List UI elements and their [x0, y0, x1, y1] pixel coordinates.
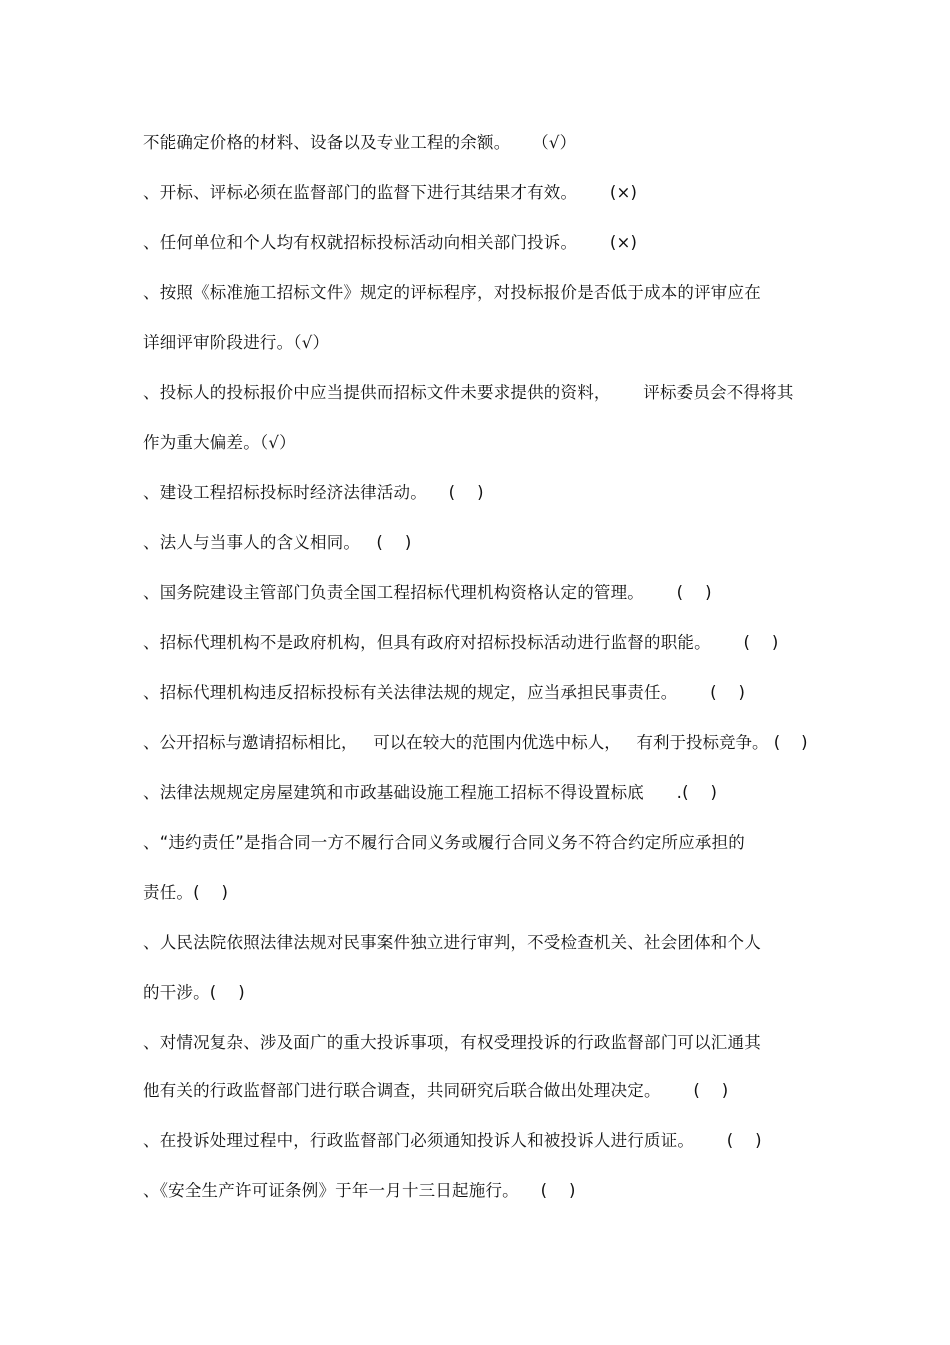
- line-text: 、开标、评标必须在监督部门的监督下进行其结果才有效。 (×): [143, 183, 638, 202]
- line-text: 、任何单位和个人均有权就招标投标活动向相关部门投诉。 (×): [143, 233, 638, 252]
- line-text: 、国务院建设主管部门负责全国工程招标代理机构资格认定的管理。 ( ): [143, 583, 712, 602]
- line-text: 、按照《标准施工招标文件》规定的评标程序，对投标报价是否低于成本的评审应在: [143, 283, 761, 302]
- line-text: 、法人与当事人的含义相同。 ( ): [143, 533, 412, 552]
- text-line: [143, 633, 779, 653]
- text-line: [143, 533, 412, 553]
- line-text: 、招标代理机构违反招标投标有关法律法规的规定，应当承担民事责任。 ( ): [143, 683, 746, 702]
- text-line: [143, 1181, 576, 1201]
- line-text: 、公开招标与邀请招标相比， 可以在较大的范围内优选中标人， 有利于投标竞争。 ( ): [143, 733, 808, 752]
- line-text: 责任。( ): [143, 883, 229, 902]
- line-text: 、人民法院依照法律法规对民事案件独立进行审判，不受检查机关、社会团体和个人: [143, 933, 761, 952]
- line-text: 、招标代理机构不是政府机构，但具有政府对招标投标活动进行监督的职能。 ( ): [143, 633, 779, 652]
- text-line: [143, 233, 637, 253]
- text-line: [143, 1131, 762, 1151]
- line-text: 详细评审阶段进行。（√）: [143, 333, 330, 352]
- text-line: [143, 433, 296, 453]
- text-line: [143, 783, 717, 803]
- line-text: 、《安全生产许可证条例》于年一月十三日起施行。 ( ): [143, 1181, 576, 1200]
- text-line: [143, 933, 761, 953]
- line-text: 作为重大偏差。（√）: [143, 433, 296, 452]
- line-text: 、投标人的投标报价中应当提供而招标文件未要求提供的资料， 评标委员会不得将其: [143, 383, 794, 402]
- line-text: 、对情况复杂、涉及面广的重大投诉事项，有权受理投诉的行政监督部门可以汇通其: [143, 1033, 761, 1052]
- text-line: [143, 883, 228, 903]
- line-text: 、建设工程招标投标时经济法律活动。 ( ): [143, 483, 484, 502]
- text-line: [143, 583, 712, 603]
- text-line: [143, 283, 761, 303]
- line-text: 的干涉。( ): [143, 983, 245, 1002]
- text-line: [143, 183, 637, 203]
- text-line: [143, 733, 808, 753]
- text-line: [143, 1033, 761, 1053]
- line-text: 不能确定价格的材料、设备以及专业工程的余额。 （√）: [143, 133, 577, 152]
- text-line: [143, 383, 794, 403]
- line-text: 、法律法规规定房屋建筑和市政基础设施工程施工招标不得设置标底 .( ): [143, 783, 718, 802]
- text-line: [143, 333, 329, 353]
- text-line: [143, 133, 576, 153]
- line-text: 他有关的行政监督部门进行联合调查，共同研究后联合做出处理决定。 ( ): [143, 1081, 729, 1100]
- line-text: 、在投诉处理过程中，行政监督部门必须通知投诉人和被投诉人进行质证。 ( ): [143, 1131, 762, 1150]
- text-line: [143, 983, 245, 1003]
- text-line: [143, 683, 745, 703]
- text-line: [143, 833, 745, 853]
- line-text: 、“违约责任”是指合同一方不履行合同义务或履行合同义务不符合约定所应承担的: [143, 833, 745, 852]
- text-line: [143, 1081, 728, 1101]
- text-line: [143, 483, 484, 503]
